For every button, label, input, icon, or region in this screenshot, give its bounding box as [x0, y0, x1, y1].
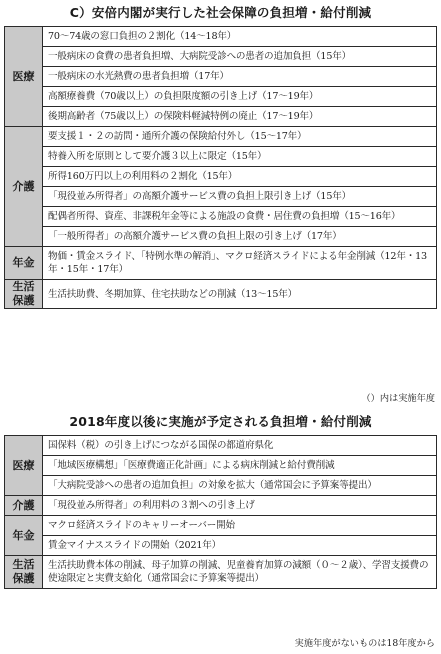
table-row	[5, 127, 437, 147]
category-label: 介護	[5, 496, 43, 516]
section1-note: （）内は実施年度	[361, 393, 435, 404]
measure-item: 一般病床の水光熱費の患者負担増（17年）	[43, 67, 437, 87]
section2-note: 実施年度がないものは18年度から	[294, 638, 435, 649]
table-row	[5, 227, 437, 247]
category-label: 年金	[5, 247, 43, 280]
category-label: 年金	[5, 516, 43, 556]
category-label: 医療	[5, 27, 43, 127]
table-row	[5, 107, 437, 127]
table-row	[5, 167, 437, 187]
measure-item: 生活扶助費本体の削減、母子加算の削減、児童養育加算の減額（０～２歳）、学習支援費の使途限定と実費支給化（通常国会に予算案等提出）	[43, 556, 437, 589]
measure-item: 要支援１・２の訪問・通所介護の保険給付外し（15～17年）	[43, 127, 437, 147]
measure-item: 所得160万円以上の利用料の２割化（15年）	[43, 167, 437, 187]
measure-item: マクロ経済スライドのキャリーオーバー開始	[43, 516, 437, 536]
measure-item: 「現役並み所得者」の高額介護サービス費の負担上限引き上げ（15年）	[43, 187, 437, 207]
table-row	[5, 147, 437, 167]
table-row	[5, 536, 437, 556]
table-row	[5, 476, 437, 496]
table-row	[5, 87, 437, 107]
table-row	[5, 556, 437, 589]
measure-item: 後期高齢者（75歳以上）の保険料軽減特例の廃止（17～19年）	[43, 107, 437, 127]
section2-table	[4, 435, 437, 589]
section1-table	[4, 26, 437, 309]
measure-item: 高額療養費（70歳以上）の負担限度額の引き上げ（17～19年）	[43, 87, 437, 107]
measure-item: 賃金マイナススライドの開始（2021年）	[43, 536, 437, 556]
measure-item: 「一般所得者」の高額介護サービス費の負担上限の引き上げ（17年）	[43, 227, 437, 247]
measure-item: 「地域医療構想」「医療費適正化計画」による病床削減と給付費削減	[43, 456, 437, 476]
measure-item: 「現役並み所得者」の利用料の３割への引き上げ	[43, 496, 437, 516]
measure-item: 物価・賃金スライド、「特例水準の解消」、マクロ経済スライドによる年金削減（12年・13年・15年・17年）	[43, 247, 437, 280]
table-row	[5, 280, 437, 309]
section1-title: C）安倍内閣が実行した社会保障の負担増・給付削減	[69, 5, 372, 20]
category-label: 生活 保護	[5, 556, 43, 589]
table-row	[5, 436, 437, 456]
table-row	[5, 456, 437, 476]
category-label: 介護	[5, 127, 43, 247]
table-row	[5, 207, 437, 227]
measure-item: 配偶者所得、資産、非課税年金等による施設の食費・居住費の負担増（15～16年）	[43, 207, 437, 227]
measure-item: 国保料（税）の引き上げにつながる国保の都道府県化	[43, 436, 437, 456]
measure-item: 70～74歳の窓口負担の２割化（14～18年）	[43, 27, 437, 47]
table-row	[5, 516, 437, 536]
measure-item: 「大病院受診への患者の追加負担」の対象を拡大（通常国会に予算案等提出）	[43, 476, 437, 496]
table-row	[5, 187, 437, 207]
measure-item: 特養入所を原則として要介護３以上に限定（15年）	[43, 147, 437, 167]
table-row	[5, 67, 437, 87]
category-label: 医療	[5, 436, 43, 496]
section2-title: 2018年度以後に実施が予定される負担増・給付削減	[69, 414, 372, 429]
measure-item: 生活扶助費、冬期加算、住宅扶助などの削減（13～15年）	[43, 280, 437, 309]
table-row	[5, 496, 437, 516]
table-row	[5, 27, 437, 47]
section1-table-body	[5, 27, 437, 309]
table-row	[5, 47, 437, 67]
table-row	[5, 247, 437, 280]
measure-item: 一般病床の食費の患者負担増、大病院受診への患者の追加負担（15年）	[43, 47, 437, 67]
category-label: 生活 保護	[5, 280, 43, 309]
section2-table-body	[5, 436, 437, 589]
